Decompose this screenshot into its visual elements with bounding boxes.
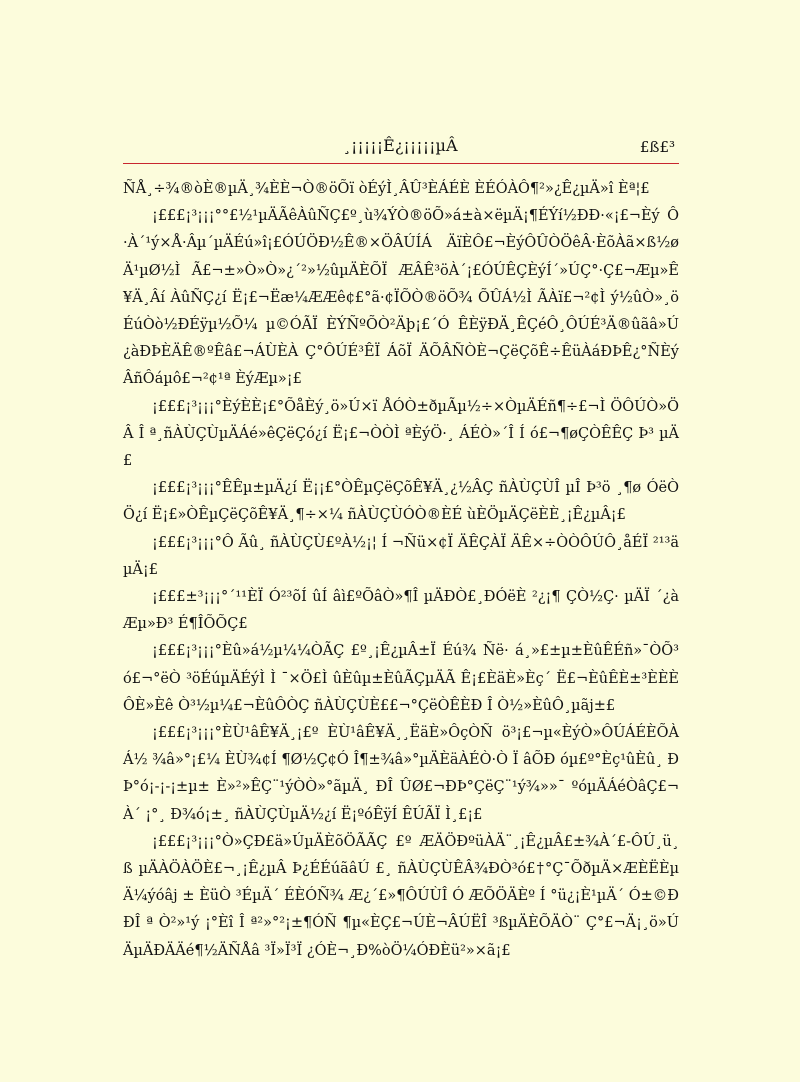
page-number: £ß£³ — [639, 138, 675, 156]
paragraph: ¡£££¡³¡¡¡°ÊÊµ±µÄ¿í Ë¡¡£°ÒÊµÇëÇõÊ¥Ä¸¿½ÂÇ ñÀÙÇÙÎ µÎ Þ³ö ¸¶ø ÓëÒÖ¿í Ë¡£»ÒÊµÇëÇõÊ¥Ä¸¶÷×¼ ñÀÙÇÙÓÒ®ÈÉ ùÈÖµÄÇëÈÈ¸¡Ê¿µÂ¡£ — [123, 480, 679, 524]
paragraph: ¡£££¡³¡¡¡°°£½¹µÄÃêÀûÑÇ£º¸ù¾ÝÒ®öÕ»á±à×ëµÄ¡¶ÉÝí½ÐÐ·«¡£¬Èý Ô·À´¹ý×Å·Âµ´µÄÉú»î¡£ÓÚÖÐ½Ê®×ÖÂÚÍÁ ÄïÈÔ£¬ÈýÔÛÒÖêÂ·ÈõÀã×ß½øÄ¹µØ½Ì Ã£¬±»Ò»Ò»¿´²»½ûµÄÈÕÏ ÆÂÊ³öÀ´¡£ÓÚÊÇÈýÍ´»ÚÇ°·Ç£¬Æµ»Ê¥Ä¸Âí ÀûÑÇ¿í Ë¡£¬Ëæ¼ÆÆê¢£°ã·¢ÏÕÒ®öÕ¾ ÕÛÁ½Ì ÃÀï£¬²¢Ì ý½ûÒ»¸öÉúÒò½ÐÉÿµ½Õ¼ µ©ÓÃÏ ÈÝÑºÕÒ²Äþ¡£´Ó ÊÈÿÐÄ¸ÊÇéÔ¸ÔÚÉ³Ä®ûãâ»Ú¿àÐÞÈÄÊ®ºÊâ£¬ÁÙÈÀ Ç°ÔÚÉ³ÊÏ ÁõÏ ÄÕÂÑÒÈ¬ÇëÇõÊ÷ÊüÀáÐÞÊ¿°ÑÈýÂñÔáµô£¬²¢¹ª ÈýÆµ»¡£ — [123, 208, 679, 388]
paragraph: ¡£££±³¡¡¡°´¹¹ÈÏ Ó²³õÍ ûÍ âì£ºÕâÒ»¶Î µÄÐÒ£¸ÐÓëÈ ²¿¡¶ ÇÒ½Ç· µÄÏ ´¿àÆµ»Ð³ É¶ÎÕÕÇ£ — [123, 589, 679, 633]
paragraph: ¡£££¡³¡¡¡°Èû»á½µ¼¼ÒÃÇ £º¸¡Ê¿µÂ±Ï Éú¾ Ñë· á¸»£±µ±ÈûÊÉñ»¯ÒÕ³ ó£¬°ëÒ ³öÉúµÄÉýÌ Ì ¯×Ö£Ì ûÈûµ±ÈûÃÇµÄÃ Ê¡£ÈäÈ»Èç´ Ë£¬ÈûÊÈ±³ÈÈÈÔÈ»Èê Ò³½µ¼£¬ÈûÔÒÇ ñÀÙÇÙÈ££¬°ÇëÒÊÈÐ Î Ò½»ÈûÔ¸µãj±£ — [123, 643, 679, 714]
header-rule — [123, 163, 679, 164]
paragraph: ÑÅ¸÷¾®òÈ®µÄ¸¾ÈÈ¬Ò®öÕï òÉýÌ¸ÂÛ³ÈÁÉÈ ÈÉÓÀÔ¶²»¿Ê¿µÄ»î Èª¦£ — [123, 181, 650, 197]
body-text — [123, 176, 679, 965]
paragraph: ¡£££¡³¡¡¡°ÈýÈÈ¡£°ÕåÈý¸ö»Ú×ï ÅÓÒ±ðµÃµ½÷×ÒµÄÉñ¶÷£¬Ì ÖÔÚÒ»ÖÂ Î ª¸ñÀÙÇÙµÄÁé»êÇëÇó¿í Ë¡£¬ÒÒÌ ªÈýÖ·¸ ÁÉÒ»´Î Í ó£¬¶øÇÒÊÊÇ Þ³ µÄ£ — [123, 398, 679, 470]
header-title: ¸¡¡¡¡¡Ê¿¡¡¡¡¡µÂ — [343, 136, 458, 155]
running-header — [123, 136, 679, 164]
paragraph: ¡£££¡³¡¡¡°ÈÙ¹âÊ¥Ä¸¡£º ÈÙ¹âÊ¥Ä¸¸ËäÈ»ÔçÒÑ ö³¡£¬µ«ÈýÒ»ÔÚÁÉÈÕÀÁ½ ¾â»°¡£¼ ÈÙ¾¢Í ¶Ø½Ç¢Ó Î¶±¾â»°µÄÈäÀÉÒ·Ò Ï âÕÐ óµ£º°Èç¹ûÈû¸ ÐÞ°ó¡-¡-¡±µ± È»²»ÊÇ¨¹ýÒÒ»°ãµÄ¸ ÐÎ ÛØ£¬ÐÞ°ÇëÇ¨¹ý¾»»¯ ºóµÄÁéÒâÇ£¬À´ ¡°¸ Ð¾ó¡±¸ ñÀÙÇÙµÄ½¿í Ë¡ºóÊÿÍ ÊÚÃÏ Ì¸£¡£ — [123, 725, 679, 823]
paragraph: ¡£££¡³¡¡¡°Ò»ÇÐ£ä»ÚµÄÈõÖÃÃÇ £º ÆÄÖÐºüÀÄ¨¸¡Ê¿µÂ£±¾À´£-ÔÚ¸ü¸ß µÄÀÖÀÖÈ£¬¸¡Ê¿µÂ Þ¿ÉÉúãâÚ £¸ ñÀÙÇÙÊÂ¾ÐÒ³ó£†°Ç¯ÕðµÄ×ÆÈËÈµÄ¼ýóâj ± ÈüÒ ³ÉµÄ´ ÉÈÓÑ¾ Æ¿´£»¶ÔÚÙÎ Ó ÆÕÖÄÈº Í °ü¿¡È¹µÄ´ Ó±©ÐÐÎ ª Ò²»¹ý ¡°Èî Î ª²»°²¡±¶ÓÑ ¶µ«ÈÇ£¬ÚÈ¬ÂÚËÎ ³ßµÄÈÕÄÒ¨ Ç°£¬Ä¡¸ö»Ú ÄµÄÐÄÄé¶½ÄÑÅâ ³Ï»Ï³Ï ¿ÓÈ¬¸Ð%òÖ¼ÓÐÈü²»×ã¡£ — [123, 833, 679, 959]
paragraph: ¡£££¡³¡¡¡°Ô Ãû¸ ñÀÙÇÙ£ºÀ½¡¦ Í ¬Ñü×¢Ï ÄÊÇÀÏ ÄÊ×÷ÒÒÔÚÔ¸åÉÏ ²¹³ä µÄ¡£ — [123, 534, 679, 578]
